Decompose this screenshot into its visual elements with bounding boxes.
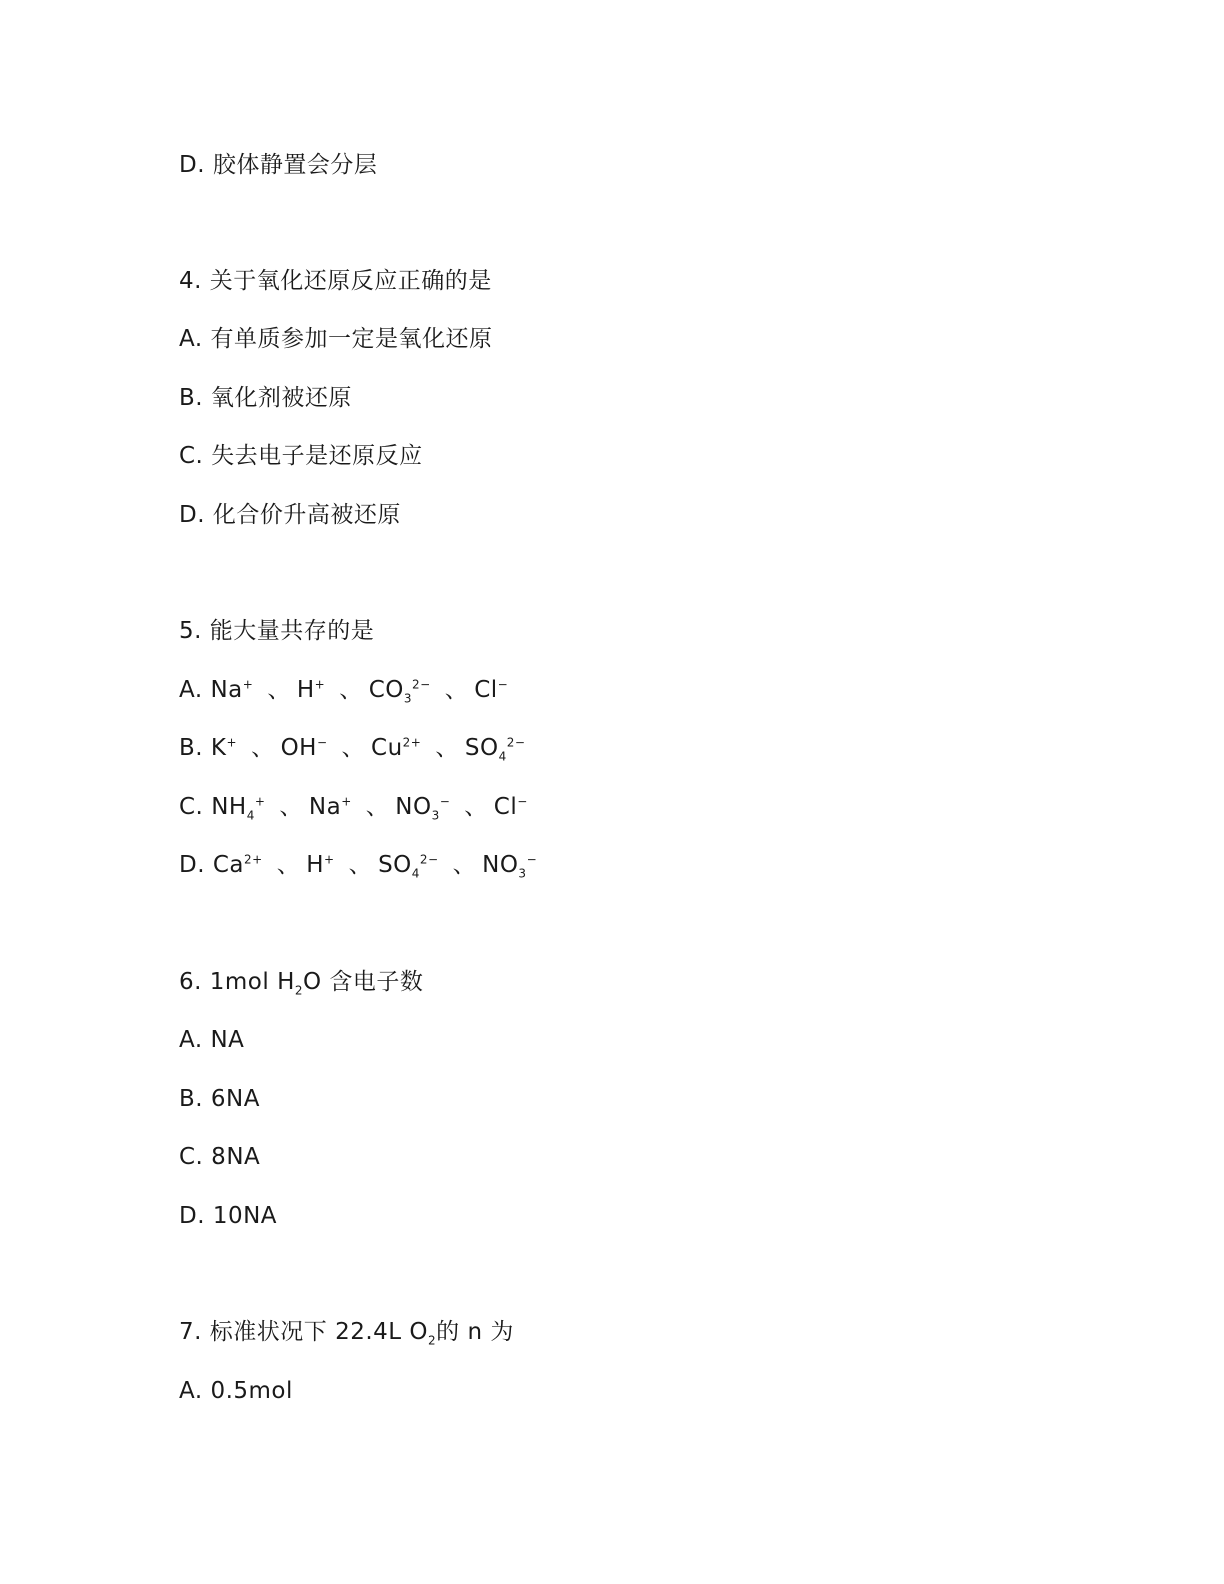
- ion: $Ca^{2+}$: [212, 852, 263, 878]
- ion: Cl−: [474, 677, 509, 703]
- separator: 、: [339, 677, 363, 703]
- q4-option-d: D. 化合价升高被还原: [179, 502, 401, 528]
- q4-option-a: A. 有单质参加一定是氧化还原: [179, 326, 493, 352]
- separator: 、: [348, 852, 373, 878]
- ion: $NO_3^-$: [482, 852, 538, 881]
- ion: H+: [306, 852, 335, 878]
- option-label: A.: [179, 677, 203, 703]
- separator: 、: [464, 794, 488, 820]
- q4-option-c: C. 失去电子是还原反应: [179, 443, 423, 469]
- ion: K+: [210, 735, 238, 761]
- q5-option-c: [179, 792, 528, 822]
- q6-option-d: D. 10NA: [179, 1203, 278, 1229]
- ion: OH−: [280, 735, 328, 761]
- option-label: D.: [179, 852, 206, 878]
- q6-stem: 6. 1mol $H_2O$ 含电子数: [179, 969, 424, 998]
- separator: 、: [267, 677, 291, 703]
- q5-option-a: [179, 675, 508, 705]
- separator: 、: [276, 852, 301, 878]
- separator: 、: [251, 735, 275, 761]
- ion: $Cu^{2+}$: [371, 735, 422, 761]
- q6-option-a: A. NA: [179, 1027, 245, 1053]
- separator: 、: [341, 735, 366, 761]
- ion: Na+: [210, 677, 254, 703]
- option-label: C.: [179, 794, 204, 820]
- ion: $SO_4^{2-}$: [378, 852, 439, 881]
- q4-stem: 4. 关于氧化还原反应正确的是: [179, 268, 492, 294]
- separator: 、: [365, 794, 390, 820]
- ion: $NO_3^-$: [395, 794, 451, 823]
- ion: $CO_3^{2-}$: [368, 677, 431, 706]
- ion: Cl−: [493, 794, 528, 820]
- q7-option-a: A. 0.5mol: [179, 1378, 293, 1404]
- q5-option-d: [179, 850, 537, 880]
- separator: 、: [452, 852, 477, 878]
- ion: H+: [296, 677, 326, 703]
- q7-stem: 7. 标准状况下 22.4L $O_2$的 n 为: [179, 1319, 514, 1348]
- separator: 、: [435, 735, 459, 761]
- q5-stem: 5. 能大量共存的是: [179, 618, 375, 644]
- q6-option-c: C. 8NA: [179, 1144, 261, 1170]
- q4-option-b: B. 氧化剂被还原: [179, 385, 352, 411]
- q5-option-b: [179, 733, 525, 763]
- ion: $SO_4^{2-}$: [464, 735, 526, 764]
- ion: $NH_4^+$: [211, 794, 266, 823]
- option-label: B.: [179, 735, 204, 761]
- q6-option-b: B. 6NA: [179, 1086, 260, 1112]
- q3-option-d: D. 胶体静置会分层: [179, 152, 378, 178]
- separator: 、: [279, 794, 303, 820]
- separator: 、: [444, 677, 469, 703]
- ion: Na+: [308, 794, 352, 820]
